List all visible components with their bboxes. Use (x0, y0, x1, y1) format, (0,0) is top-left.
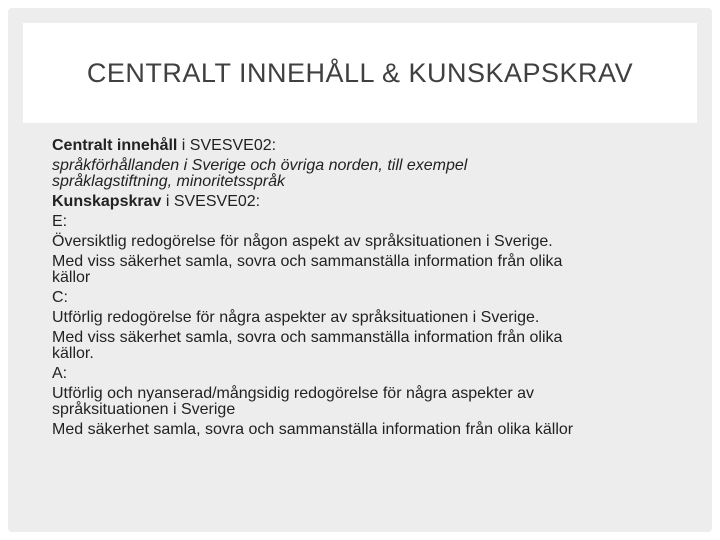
grade-c-label: C: (52, 289, 68, 306)
content-line (52, 138, 692, 154)
content-line: språkförhållanden i Sverige och övriga norden, till exempel (52, 157, 468, 174)
slide-content (52, 138, 692, 438)
grade-e-label: E: (52, 213, 68, 230)
content-line: språksituationen i Sverige (52, 401, 236, 418)
content-line: språklagstiftning, minoritetsspråk (52, 173, 285, 190)
content-line: Med viss säkerhet samla, sovra och sammanställa information från olika (52, 253, 563, 270)
grade-a-label: A: (52, 365, 68, 382)
content-line (52, 194, 692, 210)
heading-central-content: Centralt innehåll (52, 137, 178, 154)
slide-title: CENTRALT INNEHÅLL & KUNSKAPSKRAV (86, 57, 634, 88)
heading-knowledge-requirements: Kunskapskrav (52, 193, 162, 210)
course-code-text: i SVESVE02: (177, 137, 277, 154)
content-line: Med viss säkerhet samla, sovra och sammanställa information från olika (52, 329, 563, 346)
content-line: Med säkerhet samla, sovra och sammanställa information från olika källor (52, 421, 574, 438)
content-line: källor (52, 269, 91, 286)
title-box (23, 23, 697, 123)
content-line: Utförlig och nyanserad/mångsidig redogörelse för några aspekter av (52, 385, 535, 402)
course-code-text: i SVESVE02: (161, 193, 261, 210)
content-line: Översiktlig redogörelse för någon aspekt av språksituationen i Sverige. (52, 233, 553, 250)
content-line: källor. (52, 345, 94, 362)
content-line: Utförlig redogörelse för några aspekter av språksituationen i Sverige. (52, 309, 540, 326)
